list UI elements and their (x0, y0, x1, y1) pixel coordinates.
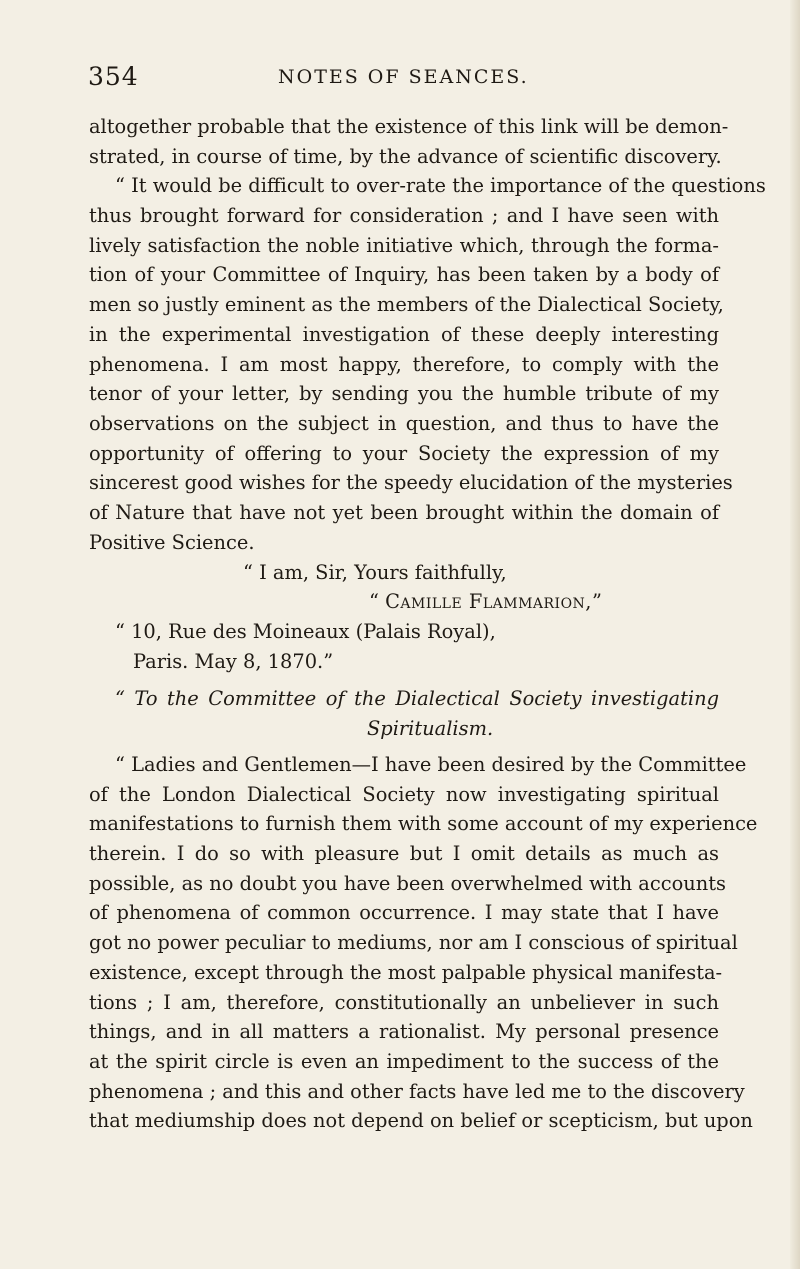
text-line: things, and in all matters a rationalist. My personal presence (89, 1020, 719, 1044)
text-line: “ It would be difficult to over-rate the importance of the questions (115, 174, 766, 198)
paragraph-letter (89, 171, 766, 557)
text-line: that mediumship does not depend on belief or scepticism, but upon (89, 1109, 753, 1133)
paragraph-continuation (89, 112, 729, 171)
address-line: “ 10, Rue des Moineaux (Palais Royal), (115, 619, 496, 643)
signature-line: “ Camille Flammarion,” (369, 590, 603, 614)
text-line: altogether probable that the existence of this link will be demon- (89, 115, 729, 138)
paragraph-second-letter (89, 750, 758, 1136)
heading-line: “ To the Committee of the Dialectical Society investigating (115, 687, 719, 710)
page-number: 354 (88, 62, 139, 91)
running-head: NOTES OF SEANCES. (278, 66, 529, 88)
date-line: Paris. May 8, 1870.” (133, 649, 334, 673)
text-line: tion of your Committee of Inquiry, has been taken by a body of (89, 263, 719, 287)
text-line: at the spirit circle is even an impediment to the success of the (89, 1049, 719, 1073)
text-line: manifestations to furnish them with some account of my experience (89, 812, 758, 836)
text-line: observations on the subject in question, and thus to have the (89, 411, 719, 435)
text-line: tenor of your letter, by sending you the humble tribute of my (89, 382, 719, 406)
text-line: existence, except through the most palpable physical manifesta- (89, 960, 723, 984)
text-line: strated, in course of time, by the advance of scientific discovery. (89, 144, 722, 168)
text-line: opportunity of offering to your Society the expression of my (89, 441, 719, 465)
text-line: phenomena. I am most happy, therefore, to comply with the (89, 352, 719, 376)
text-line: in the experimental investigation of these deeply interesting (89, 322, 719, 346)
text-line: lively satisfaction the noble initiative which, through the forma- (89, 233, 719, 257)
text-line: “ Ladies and Gentlemen—I have been desired by the Committee (115, 753, 747, 776)
text-line: of phenomena of common occurrence. I may state that I have (89, 901, 719, 925)
text-line: phenomena ; and this and other facts have led me to the discovery (89, 1079, 745, 1103)
text-line: sincerest good wishes for the speedy elucidation of the mysteries (89, 471, 733, 495)
text-line: tions ; I am, therefore, constitutionally an unbeliever in such (89, 990, 719, 1014)
text-line: got no power peculiar to mediums, nor am I conscious of spiritual (89, 931, 738, 955)
page-edge (790, 0, 800, 1269)
signature: Camille Flammarion,” (385, 590, 603, 614)
text-line: Positive Science. (89, 530, 255, 554)
text-line: of Nature that have not yet been brought within the domain of (89, 500, 719, 524)
letter-signoff (89, 558, 719, 677)
text-line: therein. I do so with pleasure but I omit details as much as (89, 842, 719, 866)
letter-heading (89, 684, 719, 743)
text-line: of the London Dialectical Society now investigating spiritual (89, 782, 719, 806)
heading-line: Spiritualism. (367, 716, 494, 740)
text-line: possible, as no doubt you have been overwhelmed with accounts (89, 871, 726, 895)
text-line: thus brought forward for consideration ; and I have seen with (89, 204, 719, 228)
page-header (88, 62, 728, 94)
closing-line: “ I am, Sir, Yours faithfully, (243, 560, 507, 584)
text-line: men so justly eminent as the members of the Dialectical Society, (89, 293, 724, 317)
